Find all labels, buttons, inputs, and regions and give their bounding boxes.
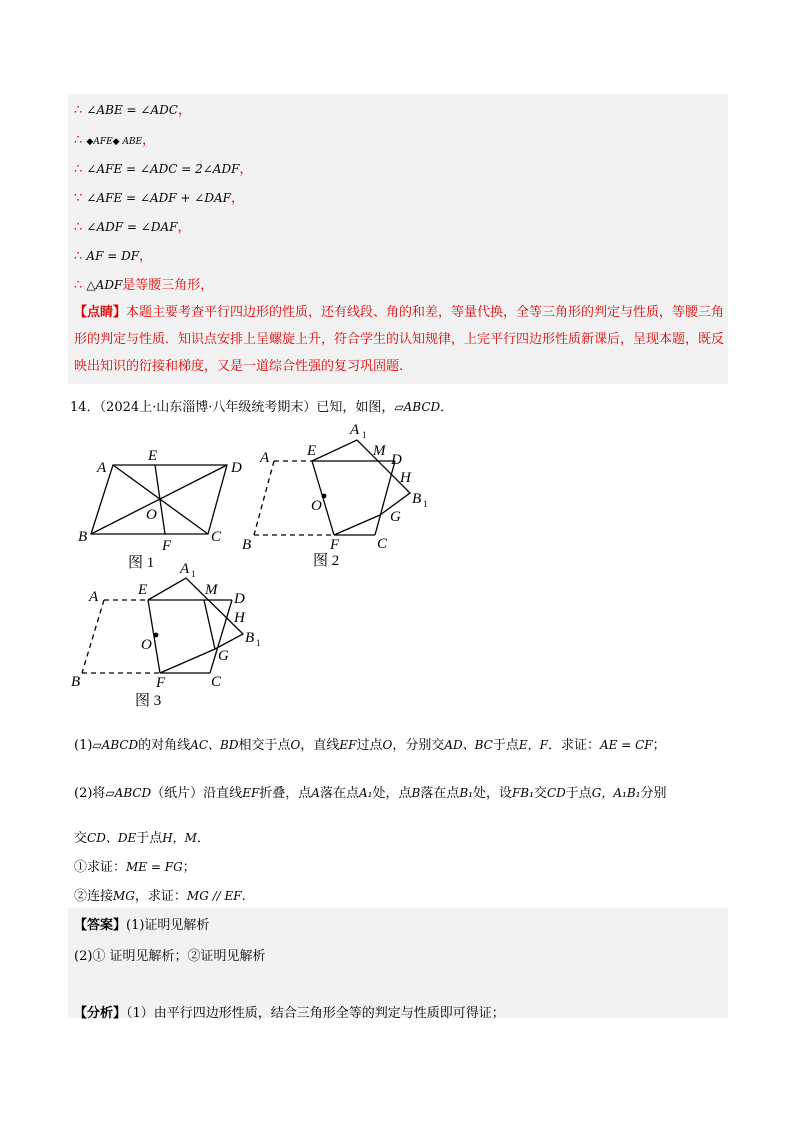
fig2-label-C: C [377,536,388,552]
part1-text: (1)▱ABCD的对角线AC、BD相交于点O，直线EF过点O，分别交AD、BC于点E，F．求证：AE = CF； [74,738,666,753]
solution-line-2: ∴ ◆AFE◆ ABE， [74,133,156,148]
fig2-label-O: O [311,498,322,514]
fig3-label-B: B [71,674,81,690]
fig3-label-A: A [89,589,99,605]
solution-line-4: ∵ ∠AFE = ∠ADF + ∠DAF， [74,191,244,206]
svg-text:1: 1 [362,430,367,440]
svg-text:1: 1 [423,499,428,509]
fig1-caption: 图 1 [128,555,155,571]
svg-text:1: 1 [191,569,196,579]
sub-question-2: ②连接MG，求证：MG // EF. [74,889,246,904]
fig1-label-E: E [148,448,158,464]
fig3-label-A1: A [180,561,190,577]
fig3-label-F: F [156,675,166,691]
fig2-label-B: B [242,537,252,553]
fig2-label-A: A [260,450,270,466]
fig3-label-G: G [218,648,229,664]
fig2-label-A1: A [350,422,360,438]
fig3-caption: 图 3 [135,693,162,709]
answer-line-1: 【答案】(1)证明见解析 [74,918,210,933]
solution-line-1: ∴ ∠ABE = ∠ADC， [74,103,191,118]
fig2-label-B1: B [412,491,422,507]
fig2-label-F: F [330,537,340,553]
solution-line-6: ∴ AF = DF， [74,249,153,264]
solution-line-5: ∴ ∠ADF = ∠DAF， [74,220,191,235]
svg-text:1: 1 [256,638,261,648]
figure-1 [78,448,242,571]
fig1-label-O: O [146,507,157,523]
fig3-label-H: H [234,610,245,626]
geometry-figures [0,415,800,715]
fig2-label-G: G [390,509,401,525]
solution-line-7: ∴ △ADF是等腰三角形， [74,278,214,293]
fig3-label-C: C [211,674,222,690]
fig3-label-M: M [205,582,218,598]
fig1-label-C: C [211,529,222,545]
fig1-label-D: D [231,460,242,476]
comment-text: 本题主要考查平行四边形的性质，还有线段、角的和差，等量代换，全等三角形的判定与性质，等腰三角形的判定与性质．知识点安排上呈螺旋上升，符合学生的认知规律，上完平行四边形性质新课后，呈现本题，既反映出知识的衍接和梯度，又是一道综合性强的复习巩固题. [74,305,725,374]
fig2-label-M: M [373,443,386,459]
sub-question-1: ①求证：ME = FG； [74,860,196,875]
comment-label: 【点睛】 [74,305,127,320]
fig3-label-O: O [141,637,152,653]
fig1-label-B: B [78,529,88,545]
analysis-line: 【分析】（1）由平行四边形性质，结合三角形全等的判定与性质即可得证； [74,1006,505,1021]
problem-heading: 14．（2024上·山东淄博·八年级统考期末）已知，如图，▱ABCD． [70,400,454,415]
fig1-label-F: F [162,538,172,554]
part2-text: (2)将▱ABCD（纸片）沿直线EF折叠，点A落在点A₁处，点B落在点B₁处，设FB₁交CD于点G，A₁B₁分别 [74,786,667,801]
fig2-label-H: H [400,470,411,486]
comment-paragraph [74,299,728,380]
solution-line-3: ∴ ∠AFE = ∠ADC = 2∠ADF， [74,162,253,177]
figure-2 [242,422,428,569]
figure-3 [71,561,261,709]
fig3-label-B1: B [245,630,255,646]
fig3-label-E: E [138,582,148,598]
fig3-label-D: D [234,591,245,607]
fig1-label-A: A [97,460,107,476]
fig2-caption: 图 2 [313,553,340,569]
answer-line-2: (2)① 证明见解析；②证明见解析 [74,949,266,964]
fig2-label-E: E [307,443,317,459]
part2-text-line2: 交CD、DE于点H，M． [74,831,210,846]
fig2-label-D: D [391,452,402,468]
